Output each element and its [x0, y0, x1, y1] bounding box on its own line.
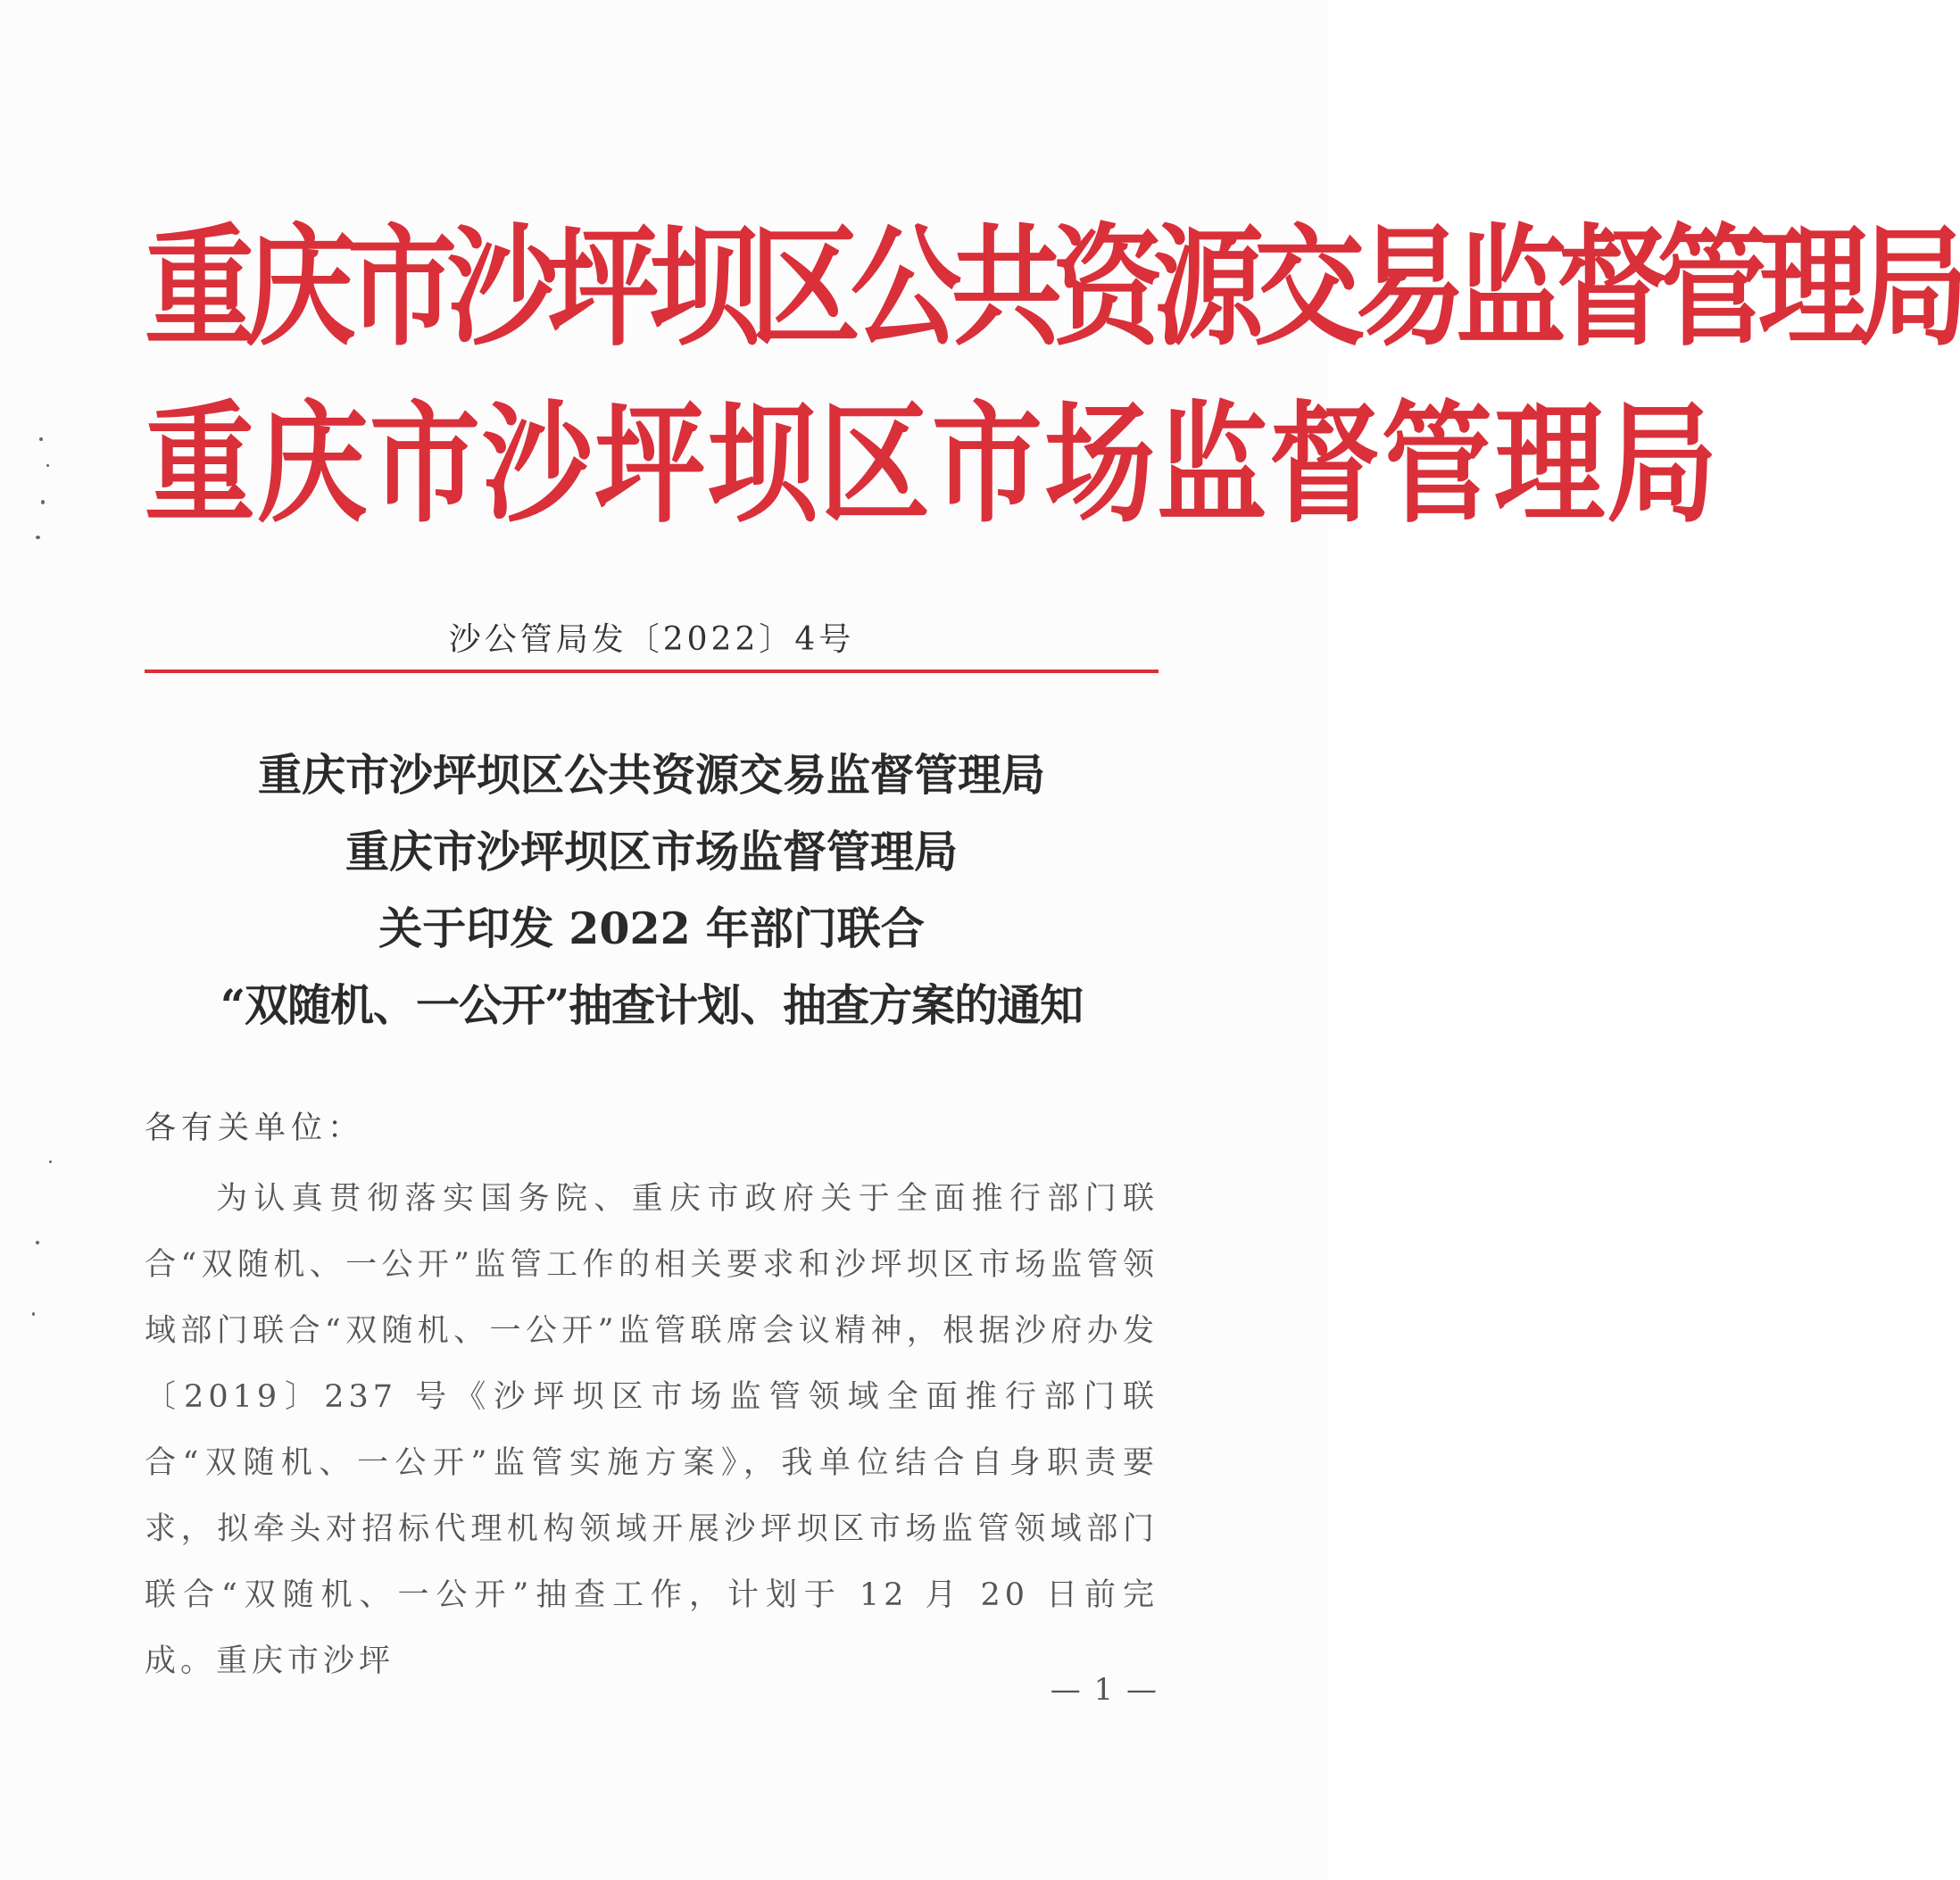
issuer-header-line-1: 重庆市沙坪坝区公共资源交易监督管理局 [145, 212, 1960, 365]
document-number: 沙公管局发〔2022〕4号 [448, 621, 855, 658]
title-line-4: “双随机、一公开”抽查计划、抽查方案的通知 [220, 979, 1084, 1031]
scan-speck [36, 1241, 39, 1244]
red-divider-line [145, 670, 1159, 673]
scan-speck [36, 536, 40, 539]
title-line-1: 重庆市沙坪坝区公共资源交易监督管理局 [257, 749, 1045, 801]
scan-speck [41, 500, 45, 504]
title-line-3: 关于印发 2022 年部门联合 [378, 903, 925, 954]
title-line-2: 重庆市沙坪坝区市场监督管理局 [345, 826, 958, 878]
page-number: — 1 — [1050, 1672, 1159, 1708]
issuer-header-line-2: 重庆市沙坪坝区市场监督管理局 [145, 388, 1720, 542]
scan-speck [32, 1312, 35, 1316]
scan-speck [49, 1160, 52, 1163]
salutation: 各有关单位： [145, 1111, 365, 1146]
scan-speck [46, 464, 49, 467]
scan-speck [39, 437, 43, 441]
body-paragraph: 为认真贯彻落实国务院、重庆市政府关于全面推行部门联合“双随机、一公开”监管工作的相关要求和沙坪坝区市场监管领域部门联合“双随机、一公开”监管联席会议精神，根据沙府办发〔2019〕237 号《沙坪坝区市场监管领域全面推行部门联合“双随机、一公开”监管实施方案》，我单位结合自身职责要求，拟牵头对招标代理机构领域开展沙坪坝区市场监管领域部门联合“双随机、一公开”抽查工作，计划于 12 月 20 日前完成。重庆市沙坪 [145, 1181, 1159, 1679]
